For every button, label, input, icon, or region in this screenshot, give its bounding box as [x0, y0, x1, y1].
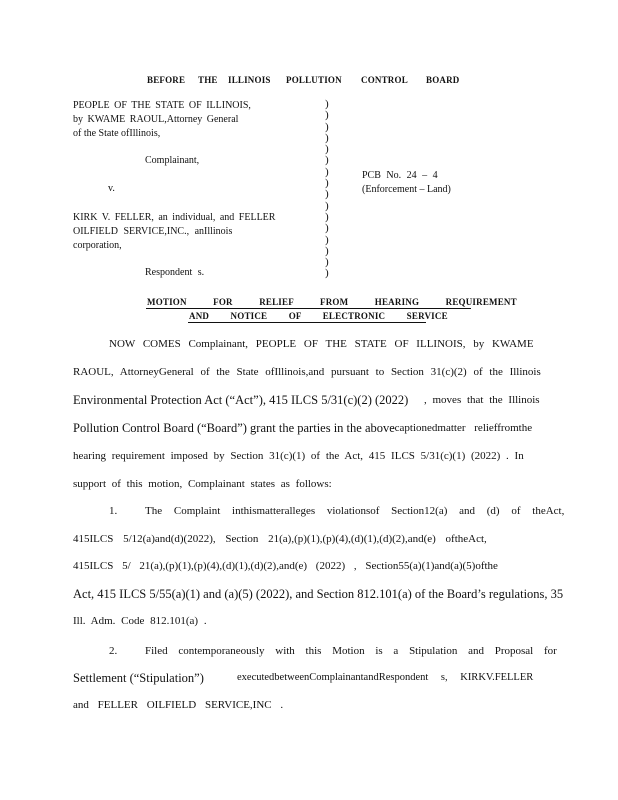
paragraph-1-line-2: 415ILCS 5/12(a)and(d)(2022), Section 21(a),(p)(1),(p)(4),(d)(1),(d)(2),and(e) oftheAct,: [73, 533, 487, 545]
motion-title-underline-2: [188, 322, 426, 323]
paragraph-1-number: 1.: [109, 505, 118, 517]
header-word-the: THE: [198, 75, 218, 85]
paragraph-1-line-5: Ill. Adm. Code 812.101(a) .: [73, 615, 207, 627]
header-word-illinois: ILLINOIS: [228, 75, 271, 85]
paragraph-2-line-2a: Settlement (“Stipulation”): [73, 671, 204, 685]
plaintiff-line-2: by KWAME RAOUL,Attorney General: [73, 114, 239, 125]
paragraph-intro-line-3a: Environmental Protection Act (“Act”), 415 ILCS 5/31(c)(2) (2022): [73, 393, 409, 407]
case-type: (Enforcement – Land): [362, 184, 451, 195]
motion-title-line-1: MOTION FOR RELIEF FROM HEARING REQUIREMENT: [147, 297, 517, 307]
paragraph-1-line-4: Act, 415 ILCS 5/55(a)(1) and (a)(5) (2022), and Section 812.101(a) of the Board’s regulations, 35: [73, 587, 564, 601]
paragraph-2-line-2b: executedbetweenComplainantandRespondent s, KIRKV.FELLER: [237, 672, 534, 683]
paragraph-1-line-1: The Complaint inthismatteralleges violationsof Section12(a) and (d) of theAct,: [145, 505, 565, 517]
defendant-line-2: OILFIELD SERVICE,INC., anIllinois: [73, 226, 233, 237]
paragraph-intro-line-5: hearing requirement imposed by Section 31(c)(1) of the Act, 415 ILCS 5/31(c)(1) (2022) . In: [73, 450, 524, 462]
paragraph-intro-line-3b: , moves that the Illinois: [424, 394, 540, 406]
paragraph-2-line-1: Filed contemporaneously with this Motion is a Stipulation and Proposal for: [145, 645, 557, 657]
paragraph-intro-line-4a: Pollution Control Board (“Board”) grant the parties in the above: [73, 421, 395, 435]
header-word-before: BEFORE: [147, 75, 186, 85]
defendant-line-3: corporation,: [73, 240, 122, 251]
paragraph-intro-line-6: support of this motion, Complainant states as follows:: [73, 478, 332, 490]
complainant-label: Complainant,: [145, 155, 200, 166]
motion-title-underline-1: [146, 308, 471, 309]
paragraph-2-number: 2.: [109, 645, 118, 657]
case-number: PCB No. 24 – 4: [362, 170, 438, 181]
header-word-board: BOARD: [426, 75, 460, 85]
paragraph-intro-line-4b: -captionedmatter relieffromthe: [391, 422, 533, 434]
paragraph-2-line-3: and FELLER OILFIELD SERVICE,INC .: [73, 699, 284, 711]
respondents-label: Respondent s.: [145, 267, 205, 278]
header-word-pollution: POLLUTION: [286, 75, 342, 85]
paragraph-1-line-3: 415ILCS 5/ 21(a),(p)(1),(p)(4),(d)(1),(d)(2),and(e) (2022) , Section55(a)(1)and(a)(5)ofthe: [73, 560, 498, 572]
paragraph-intro-line-2: RAOUL, AttorneyGeneral of the State ofIllinois,and pursuant to Section 31(c)(2) of the Illinois: [73, 366, 541, 378]
paragraph-intro-line-1: NOW COMES Complainant, PEOPLE OF THE STATE OF ILLINOIS, by KWAME: [109, 338, 534, 350]
caption-parentheses: ) ) ) ) ) ) ) ) ) ) ) ) ) ) ) ): [325, 98, 329, 280]
plaintiff-line-3: of the State ofIllinois,: [73, 128, 161, 139]
header-word-control: CONTROL: [361, 75, 408, 85]
defendant-line-1: KIRK V. FELLER, an individual, and FELLER: [73, 212, 276, 223]
plaintiff-line-1: PEOPLE OF THE STATE OF ILLINOIS,: [73, 100, 251, 111]
motion-title-line-2: AND NOTICE OF ELECTRONIC SERVICE: [189, 311, 448, 321]
versus-label: v.: [108, 183, 115, 194]
